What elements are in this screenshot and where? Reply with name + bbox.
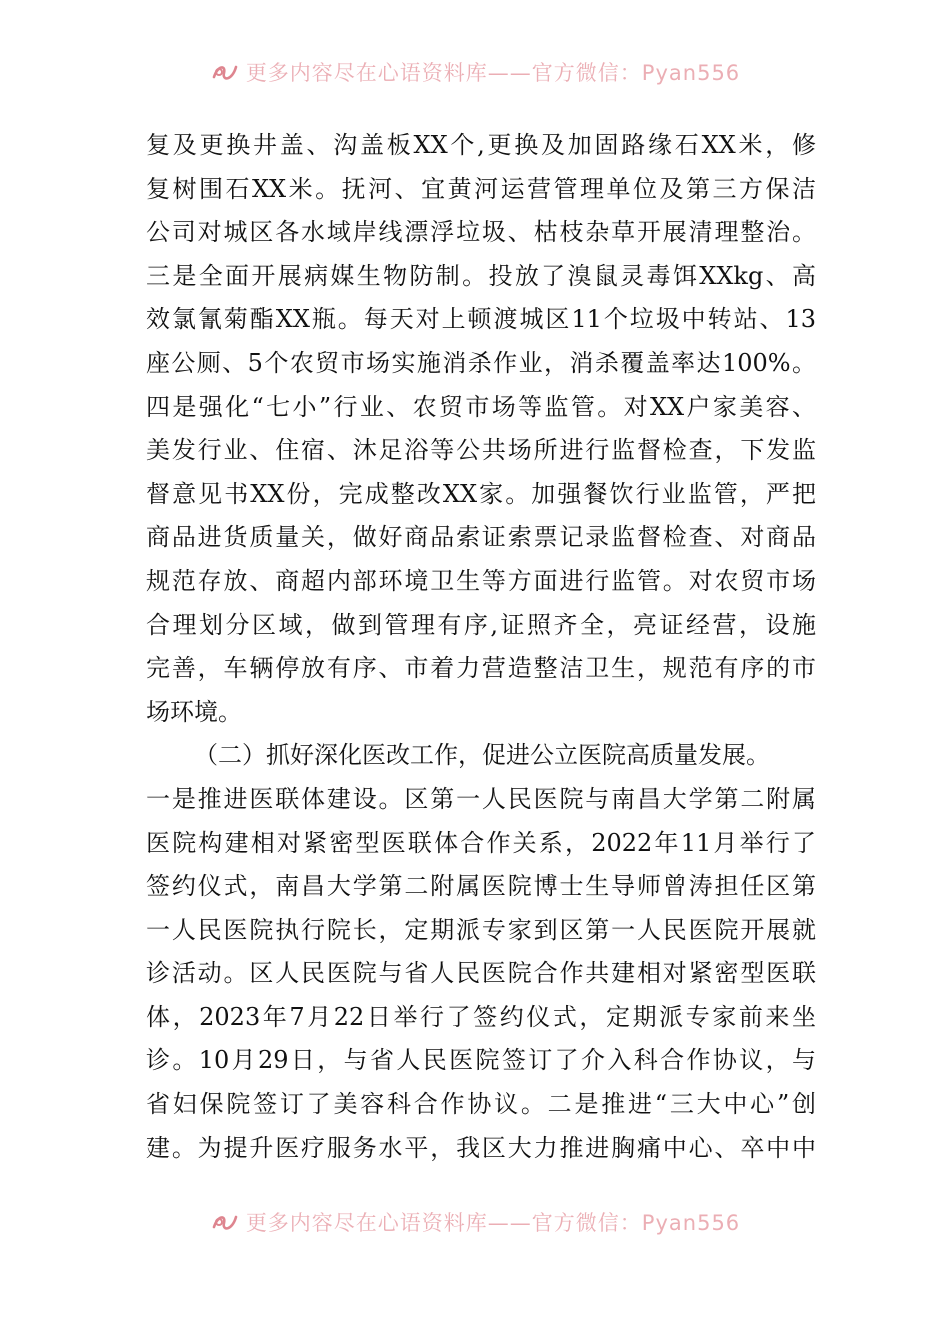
text-line: 公司对城区各水域岸线漂浮垃圾、枯枝杂草开展清理整治。 <box>146 218 816 247</box>
text-line: 三是全面开展病媒生物防制。投放了溴鼠灵毒饵XXkg、高 <box>146 261 816 290</box>
text-line: 建。为提升医疗服务水平，我区大力推进胸痛中心、卒中中 <box>146 1133 816 1162</box>
text-line: 商品进货质量关，做好商品索证索票记录监督检查、对商品 <box>146 523 816 552</box>
watermark-logo-icon <box>210 1211 240 1233</box>
text-line: 场环境。 <box>146 697 242 726</box>
watermark-top <box>0 52 950 92</box>
text-line: 规范存放、商超内部环境卫生等方面进行监管。对农贸市场 <box>146 566 816 595</box>
text-line: 复树围石XX米。抚河、宜黄河运营管理单位及第三方保洁 <box>146 174 816 203</box>
text-line: 四是强化“七小”行业、农贸市场等监管。对XX户家美容、 <box>146 392 816 421</box>
watermark-bottom <box>0 1202 950 1242</box>
text-line: 一人民医院执行院长，定期派专家到区第一人民医院开展就 <box>146 915 816 944</box>
text-line: 完善，车辆停放有序、市着力营造整洁卫生，规范有序的市 <box>146 654 816 683</box>
text-line: 效氯氰菊酯XX瓶。每天对上顿渡城区11个垃圾中转站、13 <box>146 305 816 334</box>
text-line: 复及更换井盖、沟盖板XX个,更换及加固路缘石XX米，修 <box>146 131 816 159</box>
text-line: 督意见书XX份，完成整改XX家。加强餐饮行业监管，严把 <box>146 479 816 508</box>
text-line: 座公厕、5个农贸市场实施消杀作业，消杀覆盖率达100%。 <box>146 348 816 377</box>
text-line: 美发行业、住宿、沐足浴等公共场所进行监督检查，下发监 <box>146 436 816 465</box>
watermark-text: 更多内容尽在心语资料库——官方微信：Pyan556 <box>245 1211 741 1235</box>
text-line: 一是推进医联体建设。区第一人民医院与南昌大学第二附属 <box>146 784 816 813</box>
text-line: 诊。10月29日，与省人民医院签订了介入科合作协议，与 <box>146 1046 816 1075</box>
text-line: 诊活动。区人民医院与省人民医院合作共建相对紧密型医联 <box>146 959 816 988</box>
text-line: 省妇保院签订了美容科合作协议。二是推进“三大中心”创 <box>146 1090 816 1119</box>
document-body <box>146 124 816 1170</box>
text-line: 医院构建相对紧密型医联体合作关系，2022年11月举行了 <box>146 828 816 857</box>
text-line: 体，2023年7月22日举行了签约仪式，定期派专家前来坐 <box>146 1002 816 1031</box>
text-line: 签约仪式，南昌大学第二附属医院博士生导师曾涛担任区第 <box>146 872 816 901</box>
watermark-text: 更多内容尽在心语资料库——官方微信：Pyan556 <box>245 61 741 85</box>
section-heading: （二）抓好深化医改工作，促进公立医院高质量发展。 <box>194 741 770 770</box>
watermark-logo-icon <box>210 61 240 83</box>
text-line: 合理划分区域，做到管理有序,证照齐全，亮证经营，设施 <box>146 610 816 639</box>
